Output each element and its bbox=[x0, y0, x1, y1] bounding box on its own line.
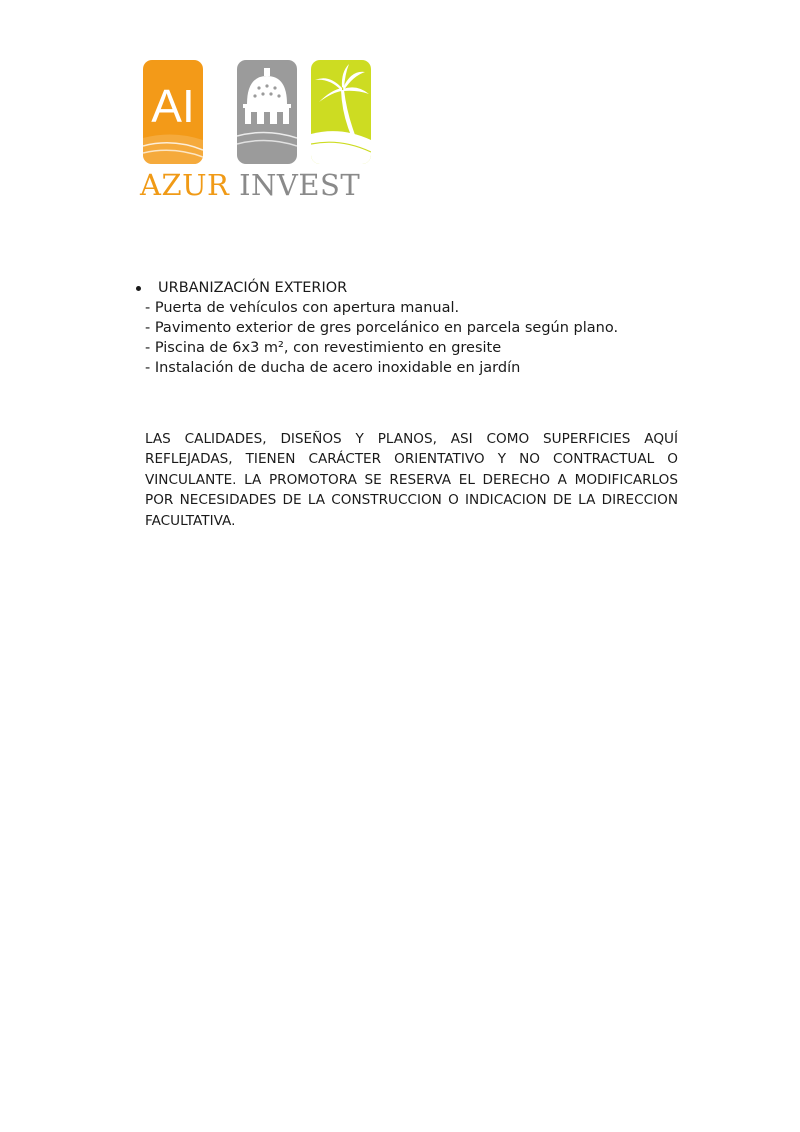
dome-icon bbox=[237, 60, 297, 164]
section-heading-line bbox=[134, 278, 694, 298]
bullet-icon bbox=[136, 286, 141, 291]
section-heading: URBANIZACIÓN EXTERIOR bbox=[158, 280, 348, 296]
brand-name-azur: AZUR bbox=[140, 168, 230, 202]
list-item: - Pavimento exterior de gres porcelánico en parcela según plano. bbox=[145, 320, 619, 336]
logo-dome-tile bbox=[237, 60, 297, 164]
section-urbanizacion bbox=[134, 278, 694, 378]
feature-list bbox=[134, 298, 694, 378]
logo-ai-graphic bbox=[143, 60, 203, 164]
palm-tree-icon bbox=[311, 60, 371, 164]
brand-name-invest: INVEST bbox=[239, 168, 361, 202]
logo-initials: AI bbox=[151, 80, 195, 132]
brand-name bbox=[140, 168, 380, 202]
list-item: - Piscina de 6x3 m², con revestimiento en gresite bbox=[145, 340, 502, 356]
disclaimer-text: LAS CALIDADES, DISEÑOS Y PLANOS, ASI COMO SUPERFICIES AQUÍ REFLEJADAS, TIENEN CARÁCTER ORIENTATIVO Y NO CONTRACTUAL O VINCULANTE. LA PROMOTORA SE RESERVA EL DERECHO A MODIFICARLOS POR NECESIDADES DE LA CONSTRUCCION O INDICACION DE LA DIRECCION FACULTATIVA. bbox=[145, 430, 678, 529]
list-item: - Puerta de vehículos con apertura manual. bbox=[145, 300, 460, 316]
logo-ai-tile bbox=[143, 60, 203, 164]
list-item: - Instalación de ducha de acero inoxidable en jardín bbox=[145, 360, 521, 376]
company-logo bbox=[140, 60, 380, 210]
logo-palm-tile bbox=[311, 60, 371, 164]
